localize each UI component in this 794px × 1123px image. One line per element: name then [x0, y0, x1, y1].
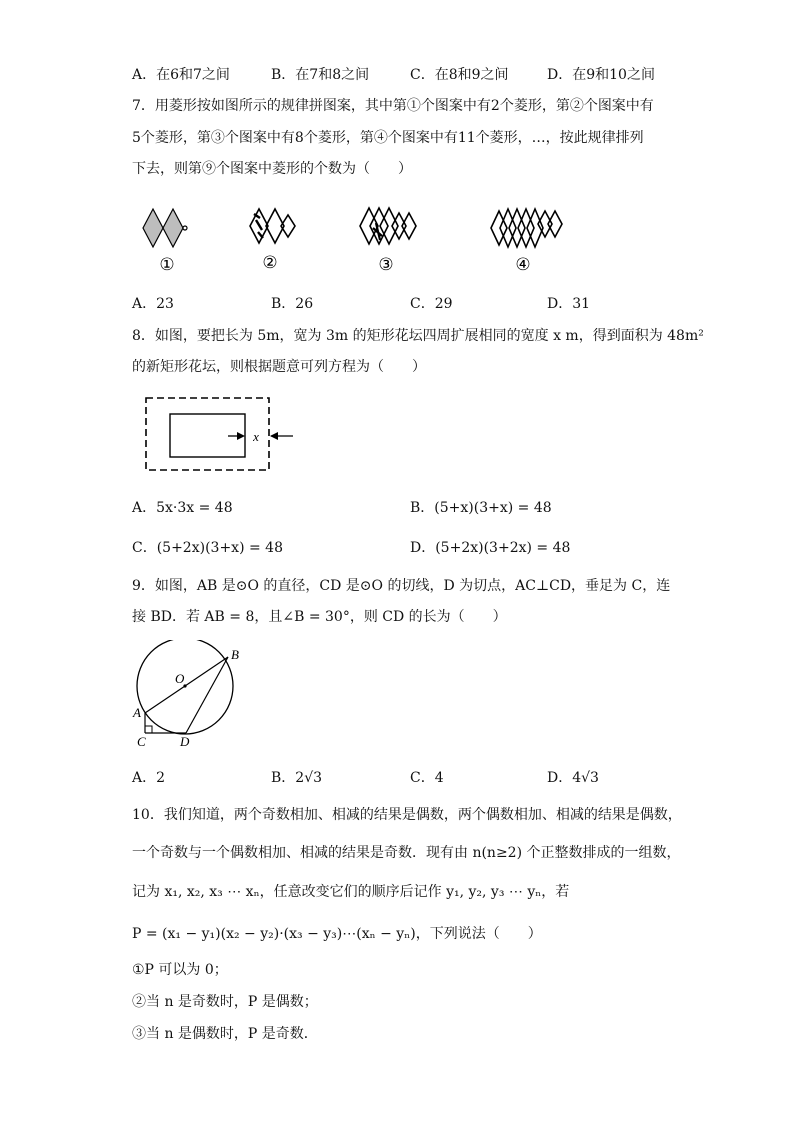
q9-option-d: D．4√3	[547, 770, 599, 786]
q9-option-b: B．2√3	[271, 770, 323, 786]
arrow-right-icon	[237, 432, 245, 440]
segment-bd	[186, 657, 228, 733]
q8-option-d: D．(5+2x)(3+2x) = 48	[410, 540, 571, 556]
q8-option-c: C．(5+2x)(3+x) = 48	[132, 540, 283, 556]
label-a: A	[133, 705, 141, 720]
q9-line-2: 接 BD．若 AB = 8，且∠B = 30°，则 CD 的长为（ ）	[132, 609, 507, 625]
q6-option-a: A．在6和7之间	[132, 67, 230, 83]
q10-statement-1: ①P 可以为 0；	[132, 962, 228, 978]
q10-statement-2: ②当 n 是奇数时，P 是偶数；	[132, 994, 318, 1010]
rhombus-pattern-2	[250, 209, 295, 243]
label-b: B	[231, 647, 239, 662]
q7-figure-label-2: ②	[262, 253, 278, 273]
expanded-rectangle	[146, 398, 269, 470]
q7-option-b: B．26	[271, 296, 314, 312]
q7-line-2: 5个菱形，第③个图案中有8个菱形，第④个图案中有11个菱形，…，按此规律排列	[132, 130, 644, 146]
q7-line-3: 下去，则第⑨个图案中菱形的个数为（ ）	[132, 161, 412, 177]
q7-rhombus-figures	[130, 196, 570, 278]
q10-line-4: P = (x₁ − y₁)(x₂ − y₂)·(x₃ − y₃)⋯(xₙ − yₙ)，下列说法（ ）	[132, 926, 542, 942]
q8-option-b: B．(5+x)(3+x) = 48	[410, 500, 552, 516]
q9-option-a: A．2	[132, 770, 166, 786]
rhombus-pattern-1	[143, 209, 187, 247]
rhombus-pattern-3	[360, 208, 416, 244]
q8-flowerbed-diagram	[140, 393, 300, 475]
q7-option-a: A．23	[132, 296, 174, 312]
q7-figure-label-1: ①	[159, 255, 175, 275]
q7-figure-label-3: ③	[378, 255, 394, 275]
right-angle-mark	[145, 726, 152, 733]
diameter-ab	[145, 657, 228, 713]
q6-option-d: D．在9和10之间	[547, 67, 655, 83]
q8-line-2: 的新矩形花坛，则根据题意可列方程为（ ）	[132, 359, 426, 375]
label-c: C	[137, 734, 146, 749]
q10-statement-3: ③当 n 是偶数时，P 是奇数．	[132, 1026, 318, 1042]
q8-line-1: 8．如图，要把长为 5m，宽为 3m 的矩形花坛四周扩展相同的宽度 x m，得到面积为 48m²	[132, 328, 704, 344]
q8-option-a: A．5x·3x = 48	[132, 500, 233, 516]
q10-line-3: 记为 x₁, x₂, x₃ ⋯ xₙ，任意改变它们的顺序后记作 y₁, y₂, y₃ ⋯ yₙ，若	[132, 884, 570, 900]
q10-line-2: 一个奇数与一个偶数相加、相减的结果是奇数．现有由 n(n≥2) 个正整数排成的一组数，	[132, 845, 681, 861]
q7-line-1: 7．用菱形按如图所示的规律拼图案，其中第①个图案中有2个菱形，第②个图案中有	[132, 98, 654, 114]
q8-x-label: x	[253, 429, 259, 444]
label-o: O	[175, 671, 185, 686]
label-d: D	[180, 734, 190, 749]
q9-line-1: 9．如图，AB 是⊙O 的直径，CD 是⊙O 的切线，D 为切点，AC⊥CD，垂足为 C，连	[132, 578, 671, 594]
rhombus-pattern-4	[491, 209, 562, 247]
q7-figure-label-4: ④	[515, 255, 531, 275]
q6-option-c: C．在8和9之间	[410, 67, 509, 83]
q9-circle-diagram	[128, 640, 248, 752]
arrow-left-icon	[270, 432, 278, 440]
q10-line-1: 10．我们知道，两个奇数相加、相减的结果是偶数，两个偶数相加、相减的结果是偶数，	[132, 807, 682, 823]
q7-option-d: D．31	[547, 296, 591, 312]
q9-option-c: C．4	[410, 770, 444, 786]
q6-option-b: B．在7和8之间	[271, 67, 370, 83]
q7-option-c: C．29	[410, 296, 453, 312]
